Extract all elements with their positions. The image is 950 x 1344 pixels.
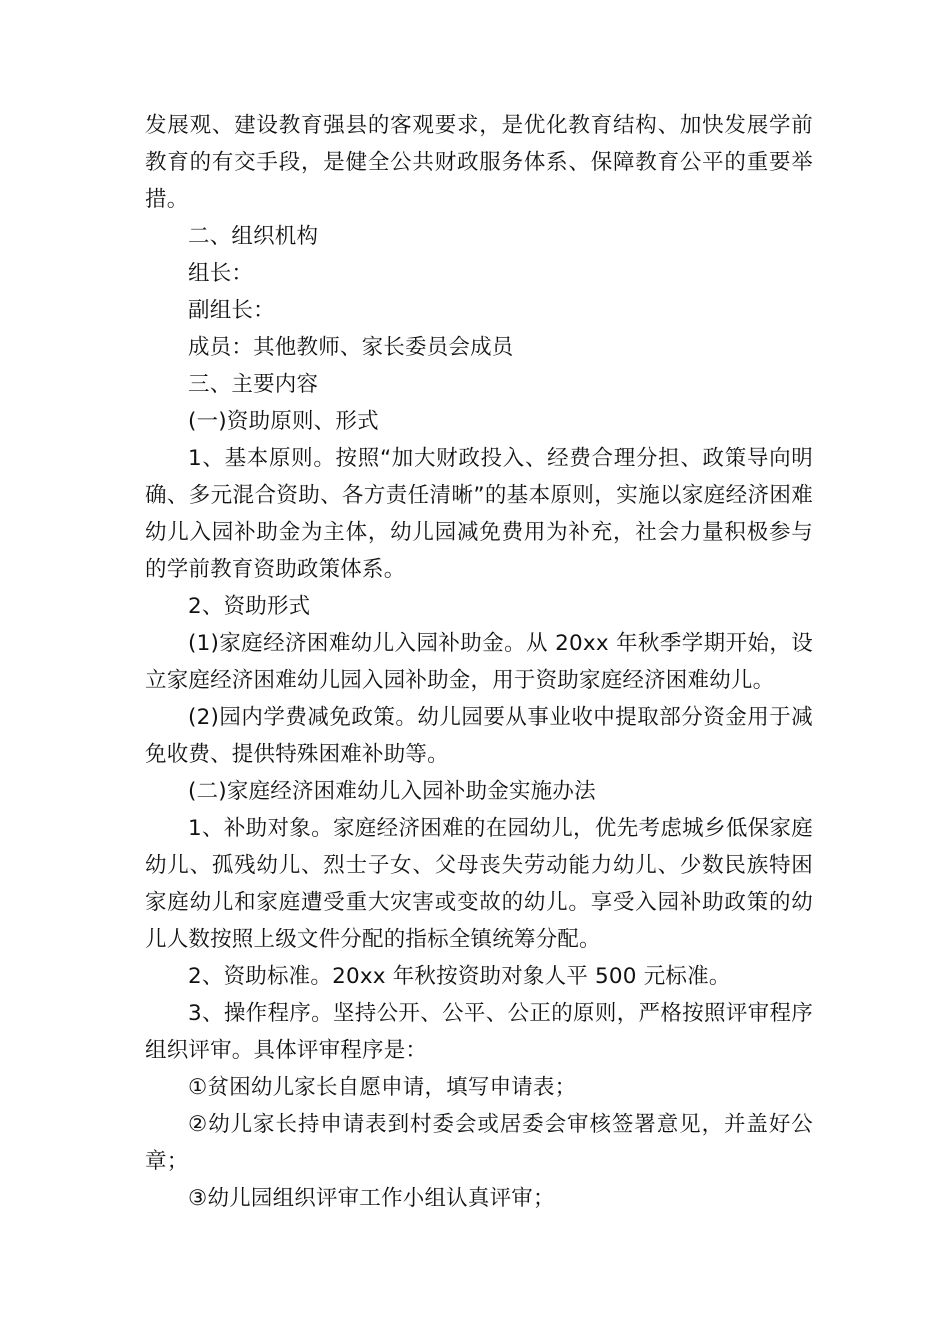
subsection-heading-principles: (一)资助原则、形式 (188, 409, 379, 434)
paragraph-leader: 组长： (188, 261, 254, 286)
paragraph-members: 成员：其他教师、家长委员会成员 (188, 335, 514, 360)
paragraph-funding-forms: 2、资助形式 (188, 594, 311, 619)
list-item-step-1: ①贫困幼儿家长自愿申请，填写申请表； (188, 1075, 577, 1100)
paragraph-beneficiaries: 1、补助对象。家庭经济困难的在园幼儿，优先考虑城乡低保家庭幼儿、孤残幼儿、烈士子女、父母丧失劳动能力幼儿、少数民族特困家庭幼儿和家庭遭受重大灾害或变故的幼儿。享受入园补助政策的幼儿人数按照上级文件分配的指标全镇统筹分配。 (145, 816, 813, 952)
list-item-step-2: ②幼儿家长持申请表到村委会或居委会审核签署意见，并盖好公章； (145, 1112, 813, 1174)
paragraph-tuition-reduction: (2)园内学费减免政策。幼儿园要从事业收中提取部分资金用于减免收费、提供特殊困难补助等。 (145, 705, 813, 767)
paragraph-deputy-leader: 副组长： (188, 298, 275, 323)
document-body (145, 107, 813, 1217)
paragraph-standard: 2、资助标准。20xx 年秋按资助对象人平 500 元标准。 (188, 964, 731, 989)
paragraph-basic-principles: 1、基本原则。按照“加大财政投入、经费合理分担、政策导向明确、多元混合资助、各方责任清晰”的基本原则，实施以家庭经济困难幼儿入园补助金为主体，幼儿园减免费用为补充，社会力量积极参与的学前教育资助政策体系。 (145, 446, 813, 582)
subsection-heading-implementation: (二)家庭经济困难幼儿入园补助金实施办法 (188, 779, 596, 804)
section-heading-main-content: 三、主要内容 (188, 372, 319, 397)
paragraph-continuation: 发展观、建设教育强县的客观要求，是优化教育结构、加快发展学前教育的有交手段，是健全公共财政服务体系、保障教育公平的重要举措。 (145, 113, 813, 212)
paragraph-entry-subsidy: (1)家庭经济困难幼儿入园补助金。从 20xx 年秋季学期开始，设立家庭经济困难幼儿园入园补助金，用于资助家庭经济困难幼儿。 (145, 631, 813, 693)
paragraph-procedure: 3、操作程序。坚持公开、公平、公正的原则，严格按照评审程序组织评审。具体评审程序是： (145, 1001, 813, 1063)
list-item-step-3: ③幼儿园组织评审工作小组认真评审； (188, 1186, 555, 1211)
section-heading-organization: 二、组织机构 (188, 224, 319, 249)
